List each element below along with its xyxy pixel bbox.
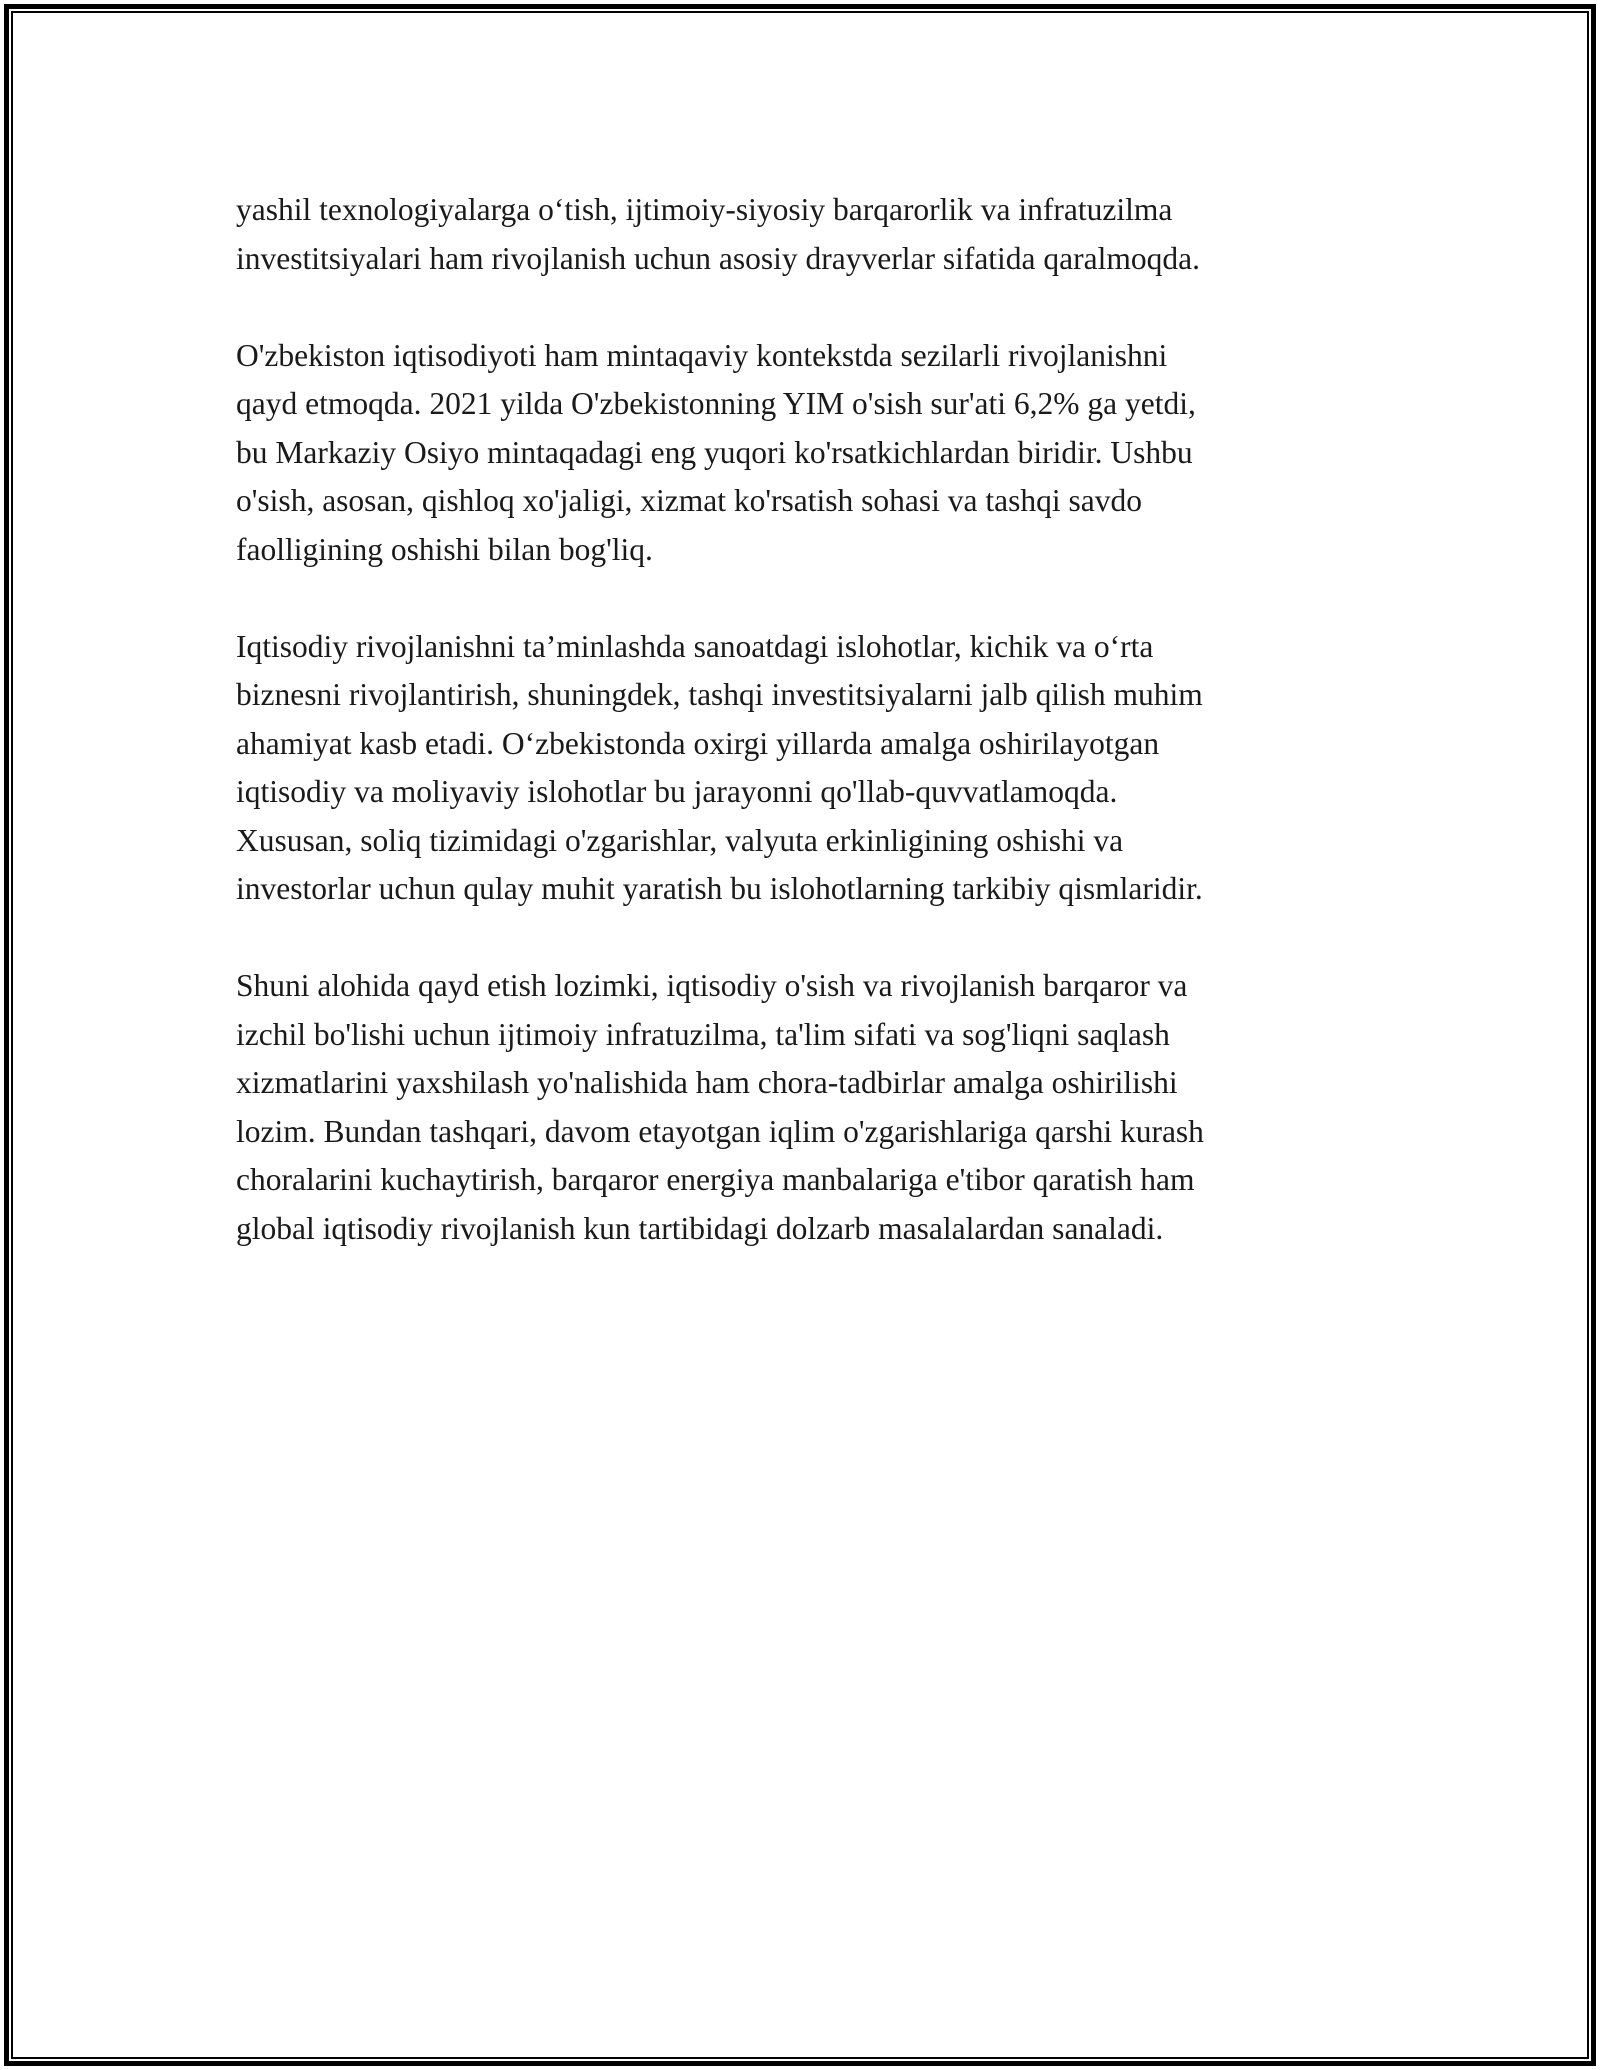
paragraph-2: O'zbekiston iqtisodiyoti ham mintaqaviy kontekstda sezilarli rivojlanishni qayd etmoqda. 2021 yilda O'zbekistonning YIM o'sish sur'ati 6,2% ga yetdi, bu Markaziy Osiyo mintaqadagi eng yuqori ko'rsatkichlardan biridir. Ushbu o'sish, asosan, qishloq xo'jaligi, xizmat ko'rsatish sohasi va tashqi savdo faolligining oshishi bilan bog'liq. <box>236 337 1196 567</box>
paragraph-4: Shuni alohida qayd etish lozimki, iqtisodiy o'sish va rivojlanish barqaror va izchil bo'lishi uchun ijtimoiy infratuzilma, ta'lim sifati va sog'liqni saqlash xizmatlarini yaxshilash yo'nalishida ham chora-tadbirlar amalga oshirilishi lozim. Bundan tashqari, davom etayotgan iqlim o'zgarishlariga qarshi kurash choralarini kuchaytirish, barqaror energiya manbalariga e'tibor qaratish ham global iqtisodiy rivojlanish kun tartibidagi dolzarb masalalardan sanaladi. <box>236 968 1204 1246</box>
paragraph-3: Iqtisodiy rivojlanishni ta’minlashda sanoatdagi islohotlar, kichik va o‘rta biznesni rivojlantirish, shuningdek, tashqi investitsiyalarni jalb qilish muhim ahamiyat kasb etadi. O‘zbekistonda oxirgi yillarda amalga oshirilayotgan iqtisodiy va moliyaviy islohotlar bu jarayonni qo'llab-quvvatlamoqda. Xususan, soliq tizimidagi o'zgarishlar, valyuta erkinligining oshishi va investorlar uchun qulay muhit yaratish bu islohotlarning tarkibiy qismlaridir. <box>236 628 1203 906</box>
paragraph-1: yashil texnologiyalarga o‘tish, ijtimoiy-siyosiy barqarorlik va infratuzilma investitsiyalari ham rivojlanish uchun asosiy drayverlar sifatida qaralmoqda. <box>236 192 1200 276</box>
document-body <box>236 186 1366 1302</box>
